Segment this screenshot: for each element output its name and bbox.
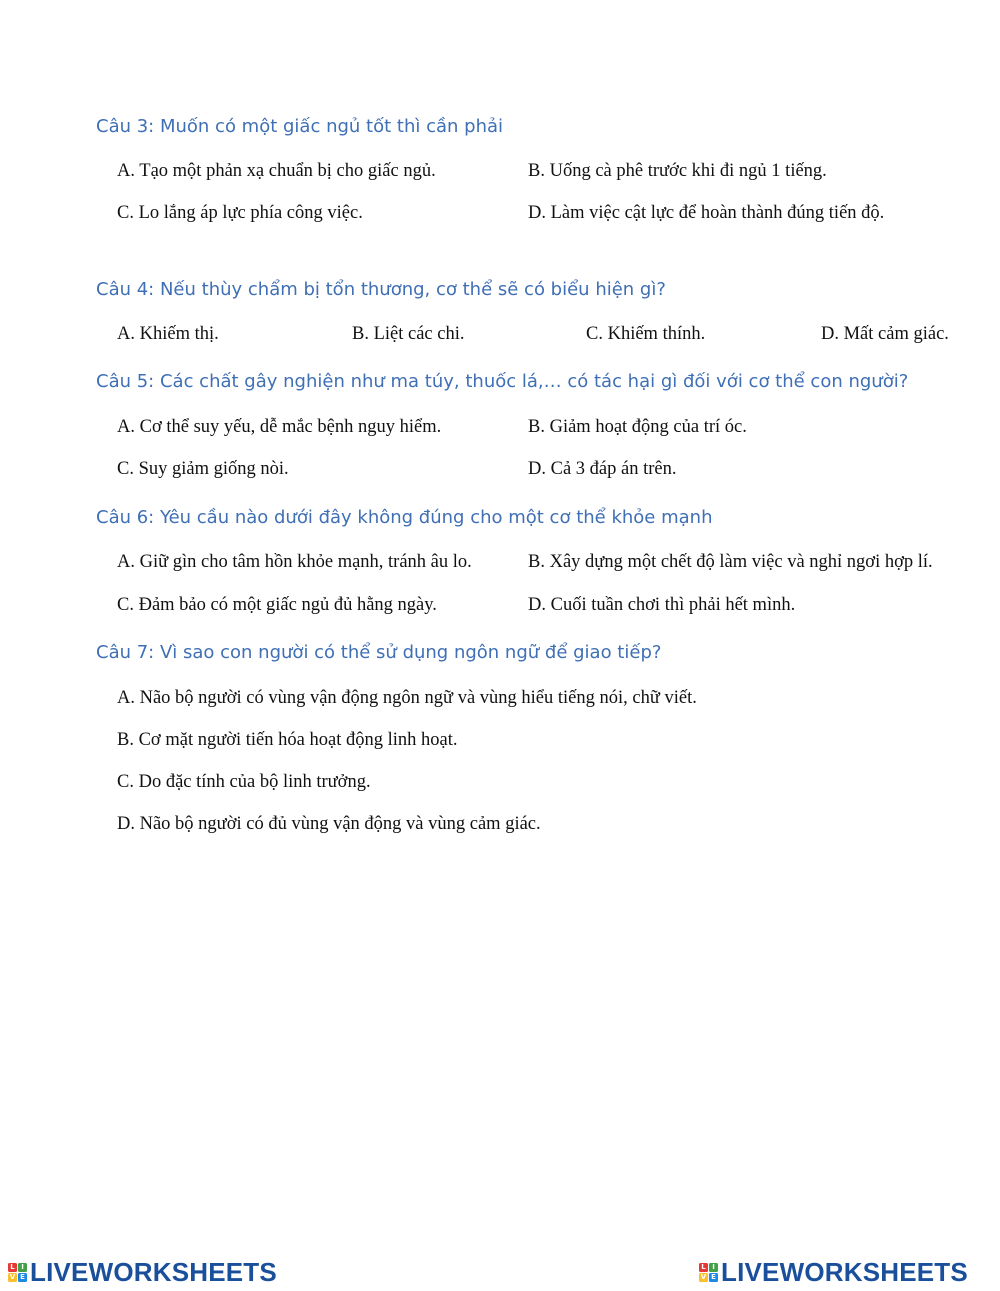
logo-mark-letter: I xyxy=(709,1263,718,1272)
liveworksheets-logo-text: LIVEWORKSHEETS xyxy=(30,1256,277,1287)
question-5-title: Câu 5: Các chất gây nghiện như ma túy, thuốc lá,… có tác hại gì đối với cơ thể con người? xyxy=(96,371,909,392)
question-4-option-d[interactable]: D. Mất cảm giác. xyxy=(821,324,949,344)
question-6-option-a[interactable]: A. Giữ gìn cho tâm hồn khỏe mạnh, tránh âu lo. xyxy=(117,552,472,572)
question-3-option-d[interactable]: D. Làm việc cật lực để hoàn thành đúng tiến độ. xyxy=(528,203,885,223)
question-3-option-a[interactable]: A. Tạo một phản xạ chuẩn bị cho giấc ngủ. xyxy=(117,161,436,181)
question-7-title: Câu 7: Vì sao con người có thể sử dụng ngôn ngữ để giao tiếp? xyxy=(96,642,662,663)
question-3-option-b[interactable]: B. Uống cà phê trước khi đi ngủ 1 tiếng. xyxy=(528,161,827,181)
question-7-option-b[interactable]: B. Cơ mặt người tiến hóa hoạt động linh hoạt. xyxy=(117,730,458,750)
question-7-option-d[interactable]: D. Não bộ người có đủ vùng vận động và vùng cảm giác. xyxy=(117,814,541,834)
question-3-option-c[interactable]: C. Lo lắng áp lực phía công việc. xyxy=(117,203,363,223)
question-4-option-c[interactable]: C. Khiếm thính. xyxy=(586,324,706,344)
question-5-option-b[interactable]: B. Giảm hoạt động của trí óc. xyxy=(528,417,747,437)
question-5-option-c[interactable]: C. Suy giảm giống nòi. xyxy=(117,459,289,479)
question-4-title: Câu 4: Nếu thùy chẩm bị tổn thương, cơ thể sẽ có biểu hiện gì? xyxy=(96,279,666,300)
logo-mark-letter: V xyxy=(700,1272,707,1281)
question-3-title: Câu 3: Muốn có một giấc ngủ tốt thì cần phải xyxy=(96,116,504,137)
logo-mark-letter: E xyxy=(18,1273,27,1282)
logo-mark-letter: L xyxy=(699,1263,708,1272)
logo-mark-letter: I xyxy=(18,1263,27,1272)
question-6-option-d[interactable]: D. Cuối tuần chơi thì phải hết mình. xyxy=(528,595,796,615)
liveworksheets-logo-mark-icon xyxy=(8,1263,27,1282)
logo-mark-letter: V xyxy=(9,1272,16,1281)
question-7-option-a[interactable]: A. Não bộ người có vùng vận động ngôn ngữ và vùng hiểu tiếng nói, chữ viết. xyxy=(117,688,697,708)
liveworksheets-logo-mark-icon xyxy=(699,1263,718,1282)
question-4-option-b[interactable]: B. Liệt các chi. xyxy=(352,324,465,344)
liveworksheets-logo-text: LIVEWORKSHEETS xyxy=(721,1256,968,1287)
logo-mark-letter: L xyxy=(8,1263,17,1272)
liveworksheets-logo-left xyxy=(8,1256,277,1288)
question-5-option-d[interactable]: D. Cả 3 đáp án trên. xyxy=(528,459,677,479)
question-6-option-b[interactable]: B. Xây dựng một chết độ làm việc và nghỉ ngơi hợp lí. xyxy=(528,552,933,572)
logo-mark-letter: E xyxy=(709,1273,718,1282)
question-7-option-c[interactable]: C. Do đặc tính của bộ linh trưởng. xyxy=(117,772,371,792)
question-4-option-a[interactable]: A. Khiếm thị. xyxy=(117,324,219,344)
question-5-option-a[interactable]: A. Cơ thể suy yếu, dễ mắc bệnh nguy hiểm. xyxy=(117,417,442,437)
liveworksheets-logo-right xyxy=(699,1256,968,1288)
question-6-title: Câu 6: Yêu cầu nào dưới đây không đúng cho một cơ thể khỏe mạnh xyxy=(96,507,713,528)
question-6-option-c[interactable]: C. Đảm bảo có một giấc ngủ đủ hằng ngày. xyxy=(117,595,437,615)
